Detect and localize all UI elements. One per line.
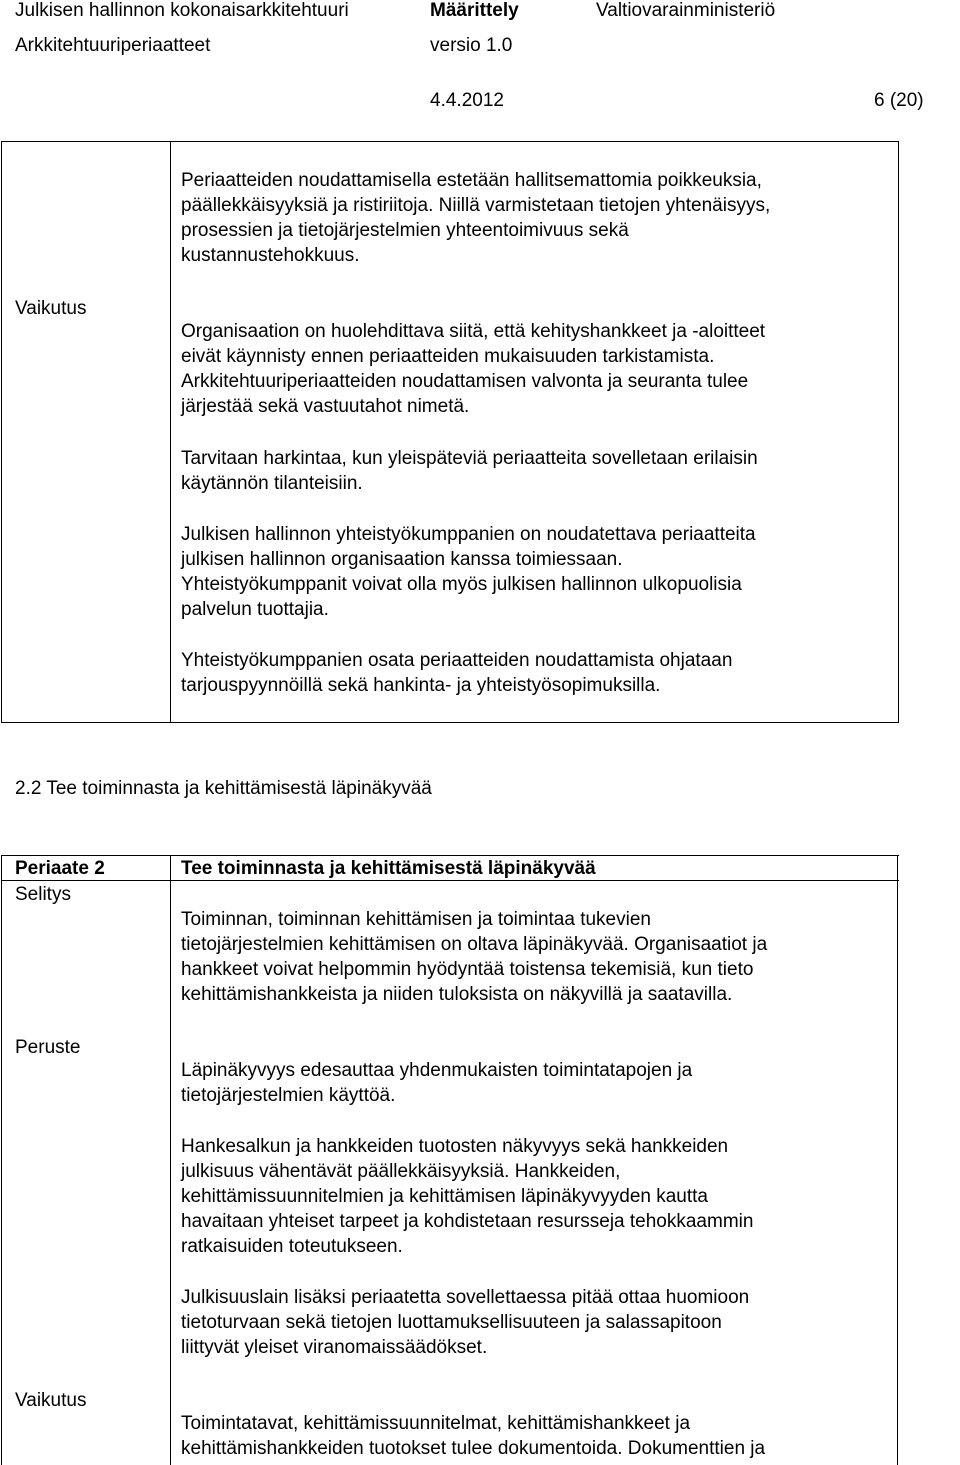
table-2-periaate-title: Tee toiminnasta ja kehittämisestä läpinäkyvää <box>181 858 596 879</box>
table-2-vaikutus-label: Vaikutus <box>15 1390 87 1411</box>
header-date: 4.4.2012 <box>430 90 504 111</box>
table-2-right-border <box>897 855 898 1465</box>
header-doc-name: Arkkitehtuuriperiaatteet <box>15 35 211 56</box>
header-organization: Valtiovarainministeriö <box>596 0 776 21</box>
table-2-selitys-label: Selitys <box>15 884 71 905</box>
header-version: versio 1.0 <box>430 35 513 56</box>
header-doc-series: Julkisen hallinnon kokonaisarkkitehtuuri <box>15 0 349 21</box>
table-2-periaate-label: Periaate 2 <box>15 858 105 879</box>
section-heading: 2.2 Tee toiminnasta ja kehittämisestä läpinäkyvää <box>15 778 432 799</box>
header-doc-type: Määrittely <box>430 0 519 21</box>
table-1-column-divider <box>170 141 171 723</box>
table-2-peruste-label: Peruste <box>15 1037 81 1058</box>
table-2-left-border <box>1 855 2 1465</box>
table-2-column-divider <box>170 855 171 1465</box>
header-page-number: 6 (20) <box>874 90 924 111</box>
table-1-vaikutus-label: Vaikutus <box>15 298 87 319</box>
